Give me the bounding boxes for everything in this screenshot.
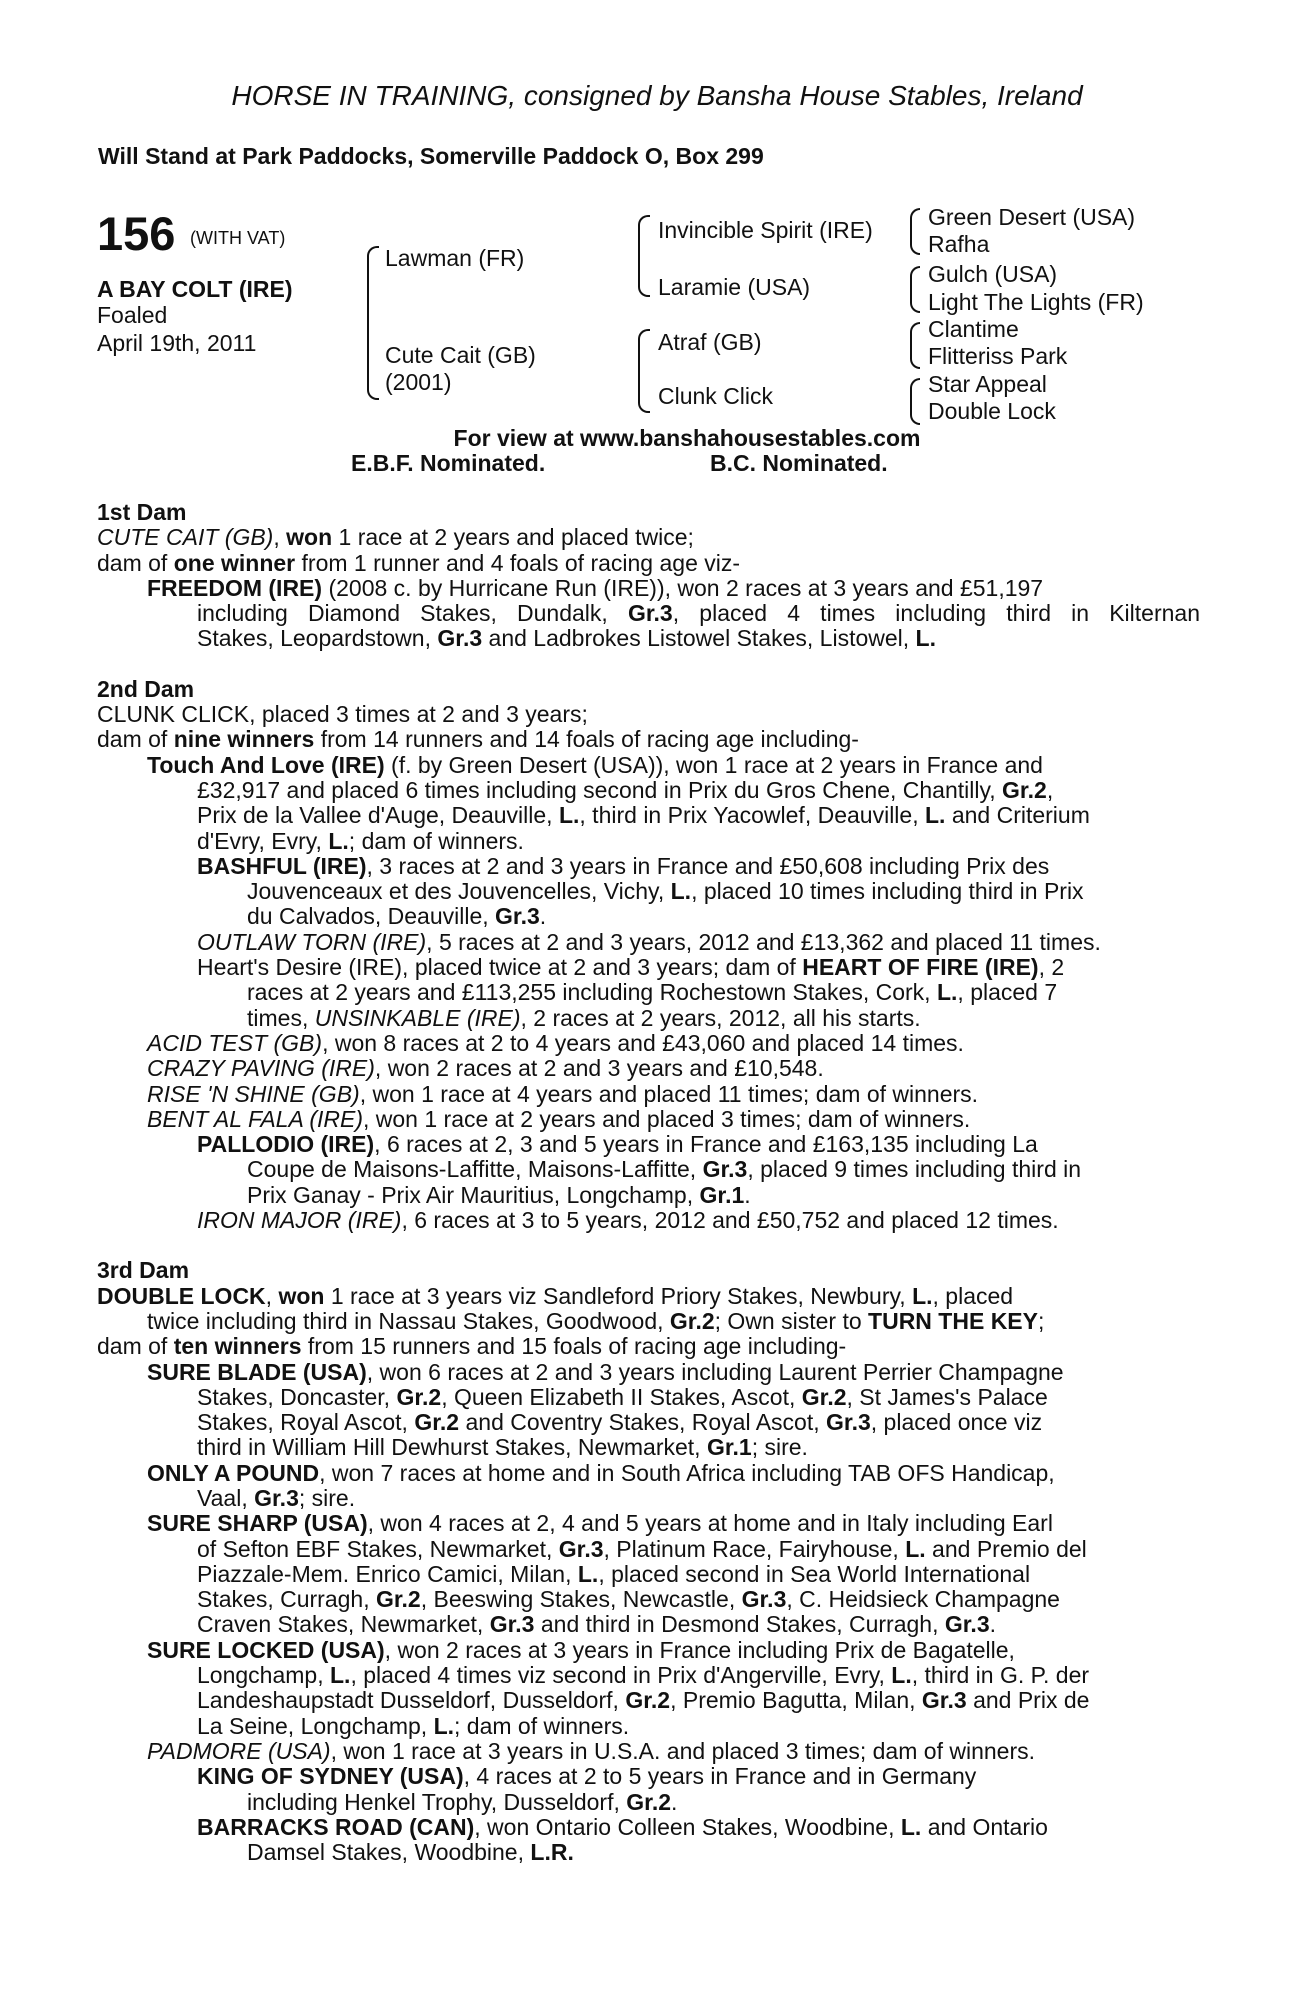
dam1-foal-line-3 — [97, 626, 1200, 651]
text: Heart's Desire (IRE), placed twice at 2 and 3 years; dam of — [197, 954, 803, 981]
entry — [97, 1764, 1200, 1789]
text: , — [1046, 776, 1054, 803]
text: , won 4 races at 2, 4 and 5 years at home and in Italy including Earl — [367, 1510, 1053, 1537]
grade: Gr.2 — [1002, 776, 1047, 803]
text: (f. by Green Desert (USA)), won 1 race at 2 years in France and — [384, 751, 1043, 778]
text: La Seine, Longchamp, — [197, 1712, 434, 1739]
dam2-line-1: CLUNK CLICK, placed 3 times at 2 and 3 years; — [97, 701, 588, 728]
dam1-foal-line-1 — [97, 576, 1200, 601]
text: , placed 4 times including third in Kilternan — [672, 600, 1200, 627]
text: , 6 races at 3 to 5 years, 2012 and £50,752 and placed 12 times. — [401, 1207, 1059, 1234]
text: . — [744, 1181, 751, 1208]
text: Prix Ganay - Prix Air Mauritius, Longchamp, — [247, 1181, 700, 1208]
entry — [97, 803, 1200, 828]
pedigree-g6: Flitteriss Park — [928, 343, 1068, 369]
text: from 15 runners and 15 foals of racing age including- — [301, 1333, 847, 1360]
grade: Gr.1 — [706, 1434, 752, 1461]
text: , won 6 races at 2 and 3 years including Laurent Perrier Champagne — [366, 1358, 1064, 1385]
text: (2008 c. by Hurricane Run (IRE)), won 2 races at 3 years and £51,197 — [322, 574, 1044, 601]
text: , third in Prix Yacowlef, Deauville, — [579, 802, 925, 829]
entry — [97, 1688, 1200, 1713]
stand-location: Will Stand at Park Paddocks, Somerville Paddock O, Box 299 — [98, 143, 764, 169]
text: , won 7 races at home and in South Africa including TAB OFS Handicap, — [319, 1459, 1055, 1486]
grade: L. — [329, 1662, 351, 1689]
text: , 5 races at 2 and 3 years, 2012 and £13,362 and placed 11 times. — [426, 928, 1101, 955]
entry — [97, 1385, 1200, 1410]
won-label: won — [278, 1282, 325, 1309]
page-header: HORSE IN TRAINING, consigned by Bansha House Stables, Ireland — [231, 80, 1083, 111]
foaled-date: April 19th, 2011 — [97, 330, 257, 356]
bc-nominated: B.C. Nominated. — [710, 450, 888, 476]
entry — [97, 1461, 1200, 1486]
foal-name: BASHFUL (IRE) — [197, 852, 367, 879]
text: Coupe de Maisons-Laffitte, Maisons-Laffitte, — [247, 1156, 703, 1183]
grade: L. — [433, 1712, 455, 1739]
grade: Gr.3 — [495, 903, 540, 930]
entry — [97, 1107, 1200, 1132]
foal-name: CRAZY PAVING (IRE) — [147, 1055, 375, 1082]
grade: Gr.3 — [437, 625, 483, 652]
entry — [97, 1056, 1200, 1081]
text: ; sire. — [751, 1434, 808, 1461]
entry — [97, 753, 1200, 778]
grade: Gr.2 — [669, 1307, 715, 1334]
pedigree-dam-year: (2001) — [385, 369, 452, 395]
dam3-heading: 3rd Dam — [97, 1257, 190, 1284]
winners-count: one winner — [173, 549, 296, 576]
text: . — [671, 1788, 678, 1815]
text: , won 2 races at 2 and 3 years and £10,548. — [374, 1055, 824, 1082]
dam1-name: CUTE CAIT (GB) — [97, 524, 274, 551]
text: including Henkel Trophy, Dusseldorf, — [247, 1788, 627, 1815]
entry — [97, 1360, 1200, 1385]
pedigree-g1: Green Desert (USA) — [928, 204, 1136, 230]
grade: Gr.3 — [944, 1611, 990, 1638]
text: , C. Heidsieck Champagne — [786, 1586, 1060, 1613]
text: and Ontario — [921, 1813, 1048, 1840]
entry — [97, 1435, 1200, 1460]
grade: L. — [915, 625, 936, 652]
text: Jouvenceaux et des Jouvencelles, Vichy, — [247, 878, 671, 905]
entry — [97, 1840, 1200, 1865]
entry — [97, 980, 1200, 1005]
pedigree-brace-6 — [910, 322, 920, 369]
text: d'Evry, Evry, — [197, 827, 329, 854]
grade: L. — [558, 802, 580, 829]
text: and third in Desmond Stakes, Curragh, — [534, 1611, 945, 1638]
entry — [97, 1815, 1200, 1840]
text: dam of — [97, 726, 174, 753]
text: ; dam of winners. — [454, 1712, 630, 1739]
text: , placed once viz — [870, 1409, 1043, 1436]
dam1-heading: 1st Dam — [97, 499, 187, 525]
text: , won Ontario Colleen Stakes, Woodbine, — [474, 1813, 901, 1840]
foaled-label: Foaled — [97, 302, 168, 328]
grade: Gr.2 — [801, 1383, 847, 1410]
entry — [97, 1511, 1200, 1536]
foal-name: IRON MAJOR (IRE) — [197, 1207, 402, 1234]
entry — [97, 1537, 1200, 1562]
text: , won 2 races at 3 years in France including Prix de Bagatelle, — [384, 1636, 1015, 1663]
grade: Gr.2 — [625, 1687, 671, 1714]
entry — [97, 1562, 1200, 1587]
pedigree-sire-dam: Laramie (USA) — [658, 274, 811, 300]
text: Stakes, Curragh, — [197, 1586, 376, 1613]
text: , placed second in Sea World International — [598, 1560, 1031, 1587]
foal-name: OUTLAW TORN (IRE) — [197, 928, 427, 955]
pedigree-brace-2 — [638, 215, 650, 297]
entry — [97, 1157, 1200, 1182]
entry — [97, 904, 1200, 929]
foal-name: KING OF SYDNEY (USA) — [197, 1763, 464, 1790]
text: Stakes, Royal Ascot, — [197, 1409, 415, 1436]
entry — [97, 1284, 1200, 1309]
text: from 14 runners and 14 foals of racing age including- — [314, 726, 859, 753]
text: . — [989, 1611, 997, 1638]
text: including Diamond Stakes, Dundalk, — [197, 600, 628, 627]
text: , won 1 race at 4 years and placed 11 times; dam of winners. — [359, 1080, 979, 1107]
entry — [97, 1587, 1200, 1612]
pedigree-g3: Gulch (USA) — [928, 261, 1058, 287]
text: , Queen Elizabeth II Stakes, Ascot, — [441, 1383, 802, 1410]
entry — [97, 1612, 1200, 1637]
grade: L. — [891, 1662, 912, 1689]
foal-name: SURE SHARP (USA) — [147, 1510, 368, 1537]
entry — [97, 930, 1200, 955]
pedigree-dam-dam: Clunk Click — [658, 383, 774, 409]
vat-label: (WITH VAT) — [190, 228, 286, 248]
text: , placed 4 times viz second in Prix d'Angerville, Evry, — [350, 1662, 892, 1689]
grade: Gr.3 — [702, 1156, 748, 1183]
foal-name: PALLODIO (IRE) — [197, 1131, 375, 1158]
text: and Criterium — [945, 802, 1090, 829]
pedigree-sire: Lawman (FR) — [385, 245, 525, 271]
foal-name: Touch And Love (IRE) — [147, 751, 385, 778]
grade: Gr.3 — [741, 1586, 787, 1613]
grade: L. — [328, 827, 349, 854]
pedigree-dam-sire: Atraf (GB) — [658, 329, 762, 355]
text: of Sefton EBF Stakes, Newmarket, — [197, 1535, 559, 1562]
pedigree-dam: Cute Cait (GB) — [385, 342, 536, 368]
horse-name: A BAY COLT (IRE) — [97, 276, 293, 302]
text: Piazzale-Mem. Enrico Camici, Milan, — [197, 1560, 578, 1587]
won-label: won — [286, 524, 333, 551]
entry — [97, 1334, 1200, 1359]
winners-count: ten winners — [173, 1333, 302, 1360]
ebf-nominated: E.B.F. Nominated. — [351, 450, 546, 476]
entry — [97, 1082, 1200, 1107]
grade: L.R. — [530, 1839, 574, 1866]
entry — [97, 1486, 1200, 1511]
text: , 4 races at 2 to 5 years in France and in Germany — [463, 1763, 977, 1790]
text: ; dam of winners. — [348, 827, 524, 854]
text: , — [273, 524, 287, 551]
dam2-line-2 — [97, 727, 1200, 752]
grade: L. — [900, 1813, 922, 1840]
foal-name: FREEDOM (IRE) — [147, 574, 323, 601]
entry — [97, 778, 1200, 803]
grade: L. — [577, 1560, 599, 1587]
grade: L. — [670, 878, 692, 905]
pedigree-brace-4 — [910, 208, 920, 255]
text: Craven Stakes, Newmarket, — [197, 1611, 490, 1638]
foal-name: PADMORE (USA) — [147, 1737, 331, 1764]
foal-name: BENT AL FALA (IRE) — [147, 1105, 363, 1132]
text: 1 race at 3 years viz Sandleford Priory Stakes, Newbury, — [324, 1282, 913, 1309]
entry — [97, 879, 1200, 904]
text: Prix de la Vallee d'Auge, Deauville, — [197, 802, 559, 829]
text: dam of — [97, 1333, 174, 1360]
text: , St James's Palace — [846, 1383, 1048, 1410]
text: Vaal, — [197, 1484, 255, 1511]
grade: Gr.1 — [699, 1181, 745, 1208]
view-website: For view at www.banshahousestables.com — [453, 425, 921, 451]
pedigree-sire-sire: Invincible Spirit (IRE) — [658, 217, 873, 243]
grade: Gr.2 — [375, 1586, 421, 1613]
text: Damsel Stakes, Woodbine, — [247, 1839, 531, 1866]
text: , 2 races at 2 years, 2012, all his starts. — [520, 1004, 921, 1031]
text: and Coventry Stakes, Royal Ascot, — [459, 1409, 826, 1436]
entry — [97, 1006, 1200, 1031]
entry — [97, 1309, 1200, 1334]
text: and Premio del — [925, 1535, 1087, 1562]
text: , 3 races at 2 and 3 years in France and £50,608 including Prix des — [366, 852, 1050, 879]
grade: Gr.3 — [254, 1484, 299, 1511]
text: , won 1 race at 3 years in U.S.A. and placed 3 times; dam of winners. — [330, 1737, 1035, 1764]
pedigree-brace-7 — [910, 378, 920, 425]
text: third in William Hill Dewhurst Stakes, Newmarket, — [197, 1434, 707, 1461]
grade: Gr.3 — [826, 1409, 871, 1436]
text: , 6 races at 2, 3 and 5 years in France and £163,135 including La — [374, 1131, 1038, 1158]
entry — [97, 1208, 1200, 1233]
text: twice including third in Nassau Stakes, Goodwood, — [147, 1307, 670, 1334]
text: , won 1 race at 2 years and placed 3 times; dam of winners. — [363, 1105, 971, 1132]
entry — [97, 955, 1200, 980]
text: , third in G. P. der — [911, 1662, 1090, 1689]
text: , placed 10 times including third in Prix — [691, 878, 1084, 905]
text: , Beeswing Stakes, Newcastle, — [420, 1586, 742, 1613]
text: du Calvados, Deauville, — [247, 903, 496, 930]
text: , placed 7 — [957, 979, 1058, 1006]
pedigree-g7: Star Appeal — [928, 371, 1047, 397]
text: . — [539, 903, 547, 930]
entry — [97, 829, 1200, 854]
entry — [97, 1663, 1200, 1688]
text: 1 race at 2 years and placed twice; — [332, 524, 694, 551]
text: times, — [247, 1004, 315, 1031]
entry — [97, 1410, 1200, 1435]
entry — [97, 854, 1200, 879]
text: races at 2 years and £113,255 including Rochestown Stakes, Cork, — [247, 979, 937, 1006]
dam3-name: DOUBLE LOCK — [97, 1282, 266, 1309]
text: £32,917 and placed 6 times including second in Prix du Gros Chene, Chantilly, — [197, 776, 1003, 803]
text: , 2 — [1038, 954, 1065, 981]
entry — [97, 1638, 1200, 1663]
pedigree-g2: Rafha — [928, 231, 990, 257]
text: , Platinum Race, Fairyhouse, — [603, 1535, 906, 1562]
dam1-line-1 — [97, 525, 1200, 550]
grade: Gr.3 — [921, 1687, 967, 1714]
text: , placed — [932, 1282, 1014, 1309]
grade: Gr.2 — [414, 1409, 460, 1436]
entry — [97, 1790, 1200, 1815]
sibling-name: TURN THE KEY — [868, 1307, 1038, 1334]
grade: L. — [912, 1282, 933, 1309]
pedigree-brace-3 — [638, 329, 650, 413]
text: Stakes, Leopardstown, — [197, 625, 438, 652]
entry — [97, 1183, 1200, 1208]
text: dam of — [97, 549, 174, 576]
entry — [97, 1132, 1200, 1157]
foal-name: ONLY A POUND — [147, 1459, 320, 1486]
text: , won 8 races at 2 to 4 years and £43,060 and placed 14 times. — [322, 1029, 964, 1056]
pedigree-brace-1 — [367, 246, 379, 400]
foal-name: UNSINKABLE (IRE) — [314, 1004, 521, 1031]
grade: Gr.2 — [626, 1788, 672, 1815]
grade: L. — [936, 979, 958, 1006]
grade: Gr.3 — [558, 1535, 604, 1562]
catalogue-body — [97, 500, 1200, 1865]
entry — [97, 1714, 1200, 1739]
foal-name: SURE BLADE (USA) — [147, 1358, 367, 1385]
dam1-foal-line-2 — [97, 601, 1200, 626]
foal-name: HEART OF FIRE (IRE) — [802, 954, 1039, 981]
grade: L. — [905, 1535, 926, 1562]
grade: Gr.3 — [489, 1611, 535, 1638]
lot-number: 156 — [97, 207, 176, 260]
winners-count: nine winners — [173, 726, 315, 753]
text: and Ladbrokes Listowel Stakes, Listowel, — [482, 625, 916, 652]
text: Landeshaupstadt Dusseldorf, Dusseldorf, — [197, 1687, 626, 1714]
text: ; Own sister to — [714, 1307, 869, 1334]
text: and Prix de — [966, 1687, 1090, 1714]
text: ; sire. — [298, 1484, 356, 1511]
entry — [97, 1031, 1200, 1056]
pedigree-g4: Light The Lights (FR) — [928, 289, 1144, 315]
grade: L. — [924, 802, 946, 829]
foal-name: BARRACKS ROAD (CAN) — [197, 1813, 475, 1840]
entry — [97, 1739, 1200, 1764]
foal-name: RISE 'N SHINE (GB) — [147, 1080, 360, 1107]
grade: Gr.2 — [396, 1383, 442, 1410]
text: , Premio Bagutta, Milan, — [670, 1687, 922, 1714]
text: Stakes, Doncaster, — [197, 1383, 397, 1410]
pedigree-g8: Double Lock — [928, 398, 1056, 424]
foal-name: ACID TEST (GB) — [147, 1029, 323, 1056]
foal-name: SURE LOCKED (USA) — [147, 1636, 385, 1663]
text: from 1 runner and 4 foals of racing age viz- — [295, 549, 741, 576]
pedigree-g5: Clantime — [928, 316, 1019, 342]
dam2-heading: 2nd Dam — [97, 675, 195, 702]
text: Longchamp, — [197, 1662, 330, 1689]
dam1-line-2 — [97, 551, 1200, 576]
text: , placed 9 times including third in — [747, 1156, 1082, 1183]
grade: Gr.3 — [627, 600, 673, 627]
text: , — [265, 1282, 279, 1309]
text: ; — [1037, 1307, 1045, 1334]
pedigree-brace-5 — [910, 266, 920, 313]
